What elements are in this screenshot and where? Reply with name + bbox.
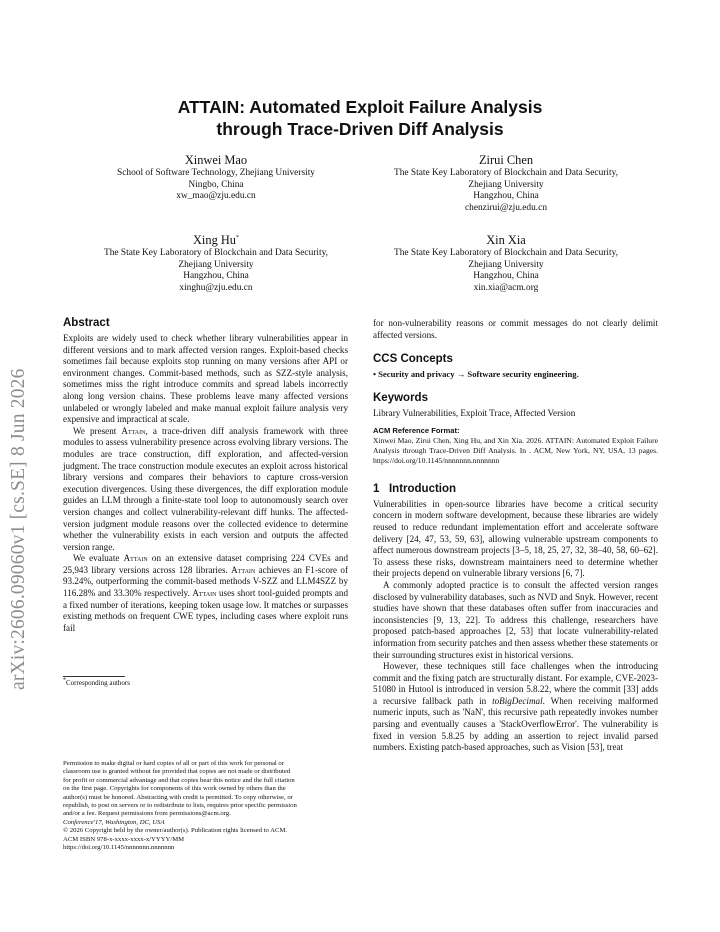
author-email: xinghu@zju.edu.cn xyxy=(179,282,253,293)
text-run: However, these techniques still face challenges when the introducing commit and the fixing patch are structurally distant. For example, CVE-2023-51080 in Hutool is introduced in version 5.8.22, where the commit [33] adds a recursive fallback path in xyxy=(373,661,658,706)
author-email: chenzirui@zju.edu.cn xyxy=(464,202,548,213)
author-email: xw_mao@zju.edu.cn xyxy=(176,191,256,202)
keywords-heading: Keywords xyxy=(373,392,428,405)
title-line-1: ATTAIN: Automated Exploit Failure Analysis xyxy=(177,97,543,117)
arxiv-stamp: arXiv:2606.09060v1 [cs.SE] 8 Jun 2026 xyxy=(8,368,29,690)
text-run: , a trace-driven diff analysis framework with three modules to assess vulnerability presence across evolving library versions. The modules are trace construction, diff exploration, and affected-version judgment. The trace construction module executes an exploit across historical library versions and compares their behaviors to capture cross-version execution divergences. Using these divergences, the diff exploration module guides an LLM through a finite-state tool loop to autonomously search over version changes and collect vulnerability-relevant diff hunks. The affected-version judgment module reasons over the collected evidence to determine whether the vulnerability exists in each version and outputs the affected version range. xyxy=(63,425,348,552)
abstract-paragraph-2 xyxy=(63,426,348,554)
author-location: Hangzhou, China xyxy=(183,271,249,282)
footnote-mark: * xyxy=(63,677,66,684)
permission-line: author(s) must be honored. Abstracting with credit is permitted. To copy otherwise, or xyxy=(63,793,293,801)
footnote-text: Corresponding authors xyxy=(66,679,130,687)
intro-paragraph-2: A commonly adopted practice is to consult the affected version ranges disclosed by vulnerability databases, such as NVD and Snyk. However, recent studies have shown that these databases often suffer from inaccuracies and inconsistencies [9, 13, 22]. To address this challenge, researchers have proposed patch-based approaches [2, 53] that locate vulnerability-related information from security patches and then assess whether these statements or their surrounding structures exist in historical versions. xyxy=(373,579,658,660)
function-name: toBigDecimal xyxy=(492,695,543,706)
author-name-text: Xing Hu xyxy=(192,233,237,247)
author-affiliation: The State Key Laboratory of Blockchain and Data Security, xyxy=(393,168,619,178)
abstract-heading: Abstract xyxy=(63,317,110,329)
author-block-2 xyxy=(366,153,646,214)
acm-reference-text: Xinwei Mao, Zirui Chen, Xing Hu, and Xin Xia. 2026. ATTAIN: Automated Exploit Failure Analysis through Trace-Driven Diff Analysis. In . ACM, New York, NY, USA, 13 pages. https://doi.org/10.1145/nnnnnnn.nnnnnnn xyxy=(373,435,658,465)
author-affiliation: The State Key Laboratory of Blockchain and Data Security, xyxy=(103,248,329,258)
permission-line: for profit or commercial advantage and that copies bear this notice and the full citation xyxy=(63,776,295,784)
author-affiliation-university: Zhejiang University xyxy=(468,179,544,190)
author-affiliation: The State Key Laboratory of Blockchain and Data Security, xyxy=(393,248,619,258)
permission-line: republish, to post on servers or to redistribute to lists, requires prior specific permission xyxy=(63,802,297,810)
copyright-line: © 2026 Copyright held by the owner/author(s). Publication rights licensed to ACM. xyxy=(63,827,288,835)
system-name: Attain xyxy=(121,425,146,436)
acm-reference-heading: ACM Reference Format: xyxy=(373,425,460,435)
conference-line: Conference'17, Washington, DC, USA xyxy=(63,818,165,826)
author-affiliation: School of Software Technology, Zhejiang University xyxy=(117,168,315,178)
ccs-heading: CCS Concepts xyxy=(373,353,453,366)
author-location: Ningbo, China xyxy=(188,179,244,190)
permission-line: on the first page. Copyrights for components of this work owned by others than the xyxy=(63,785,286,793)
title-line-2: through Trace-Driven Diff Analysis xyxy=(216,119,504,139)
isbn-line: ACM ISBN 978-x-xxxx-xxxx-x/YYYY/MM xyxy=(63,835,185,843)
footnote-area xyxy=(63,676,348,688)
system-name: Attain xyxy=(123,553,148,564)
author-affiliation-university: Zhejiang University xyxy=(178,259,254,270)
author-location: Hangzhou, China xyxy=(473,271,539,282)
doi-line: https://doi.org/10.1145/nnnnnnn.nnnnnnn xyxy=(63,844,175,852)
author-email: xin.xia@acm.org xyxy=(473,282,539,293)
author-block-3 xyxy=(76,233,356,294)
text-run: uses short tool-guided prompts and a fixed number of iterations, keeping token usage low. It matches or surpasses existing methods on frequent CWE types, including cases where exploit runs fail xyxy=(63,588,348,633)
corresponding-author-mark: * xyxy=(236,234,240,241)
author-name: Xin Xia xyxy=(486,233,526,247)
keywords-text: Library Vulnerabilities, Exploit Trace, Affected Version xyxy=(373,408,576,419)
author-name: Xinwei Mao xyxy=(184,153,248,167)
text-run: achieves an F1-score of 93.24%, outperforming the commit-based methods V-SZZ and LLM4SZZ by 116.28% and 33.30% respectively. xyxy=(63,564,348,599)
right-column xyxy=(373,318,658,754)
author-affiliation-university: Zhejiang University xyxy=(468,259,544,270)
paper-title xyxy=(90,96,630,140)
author-block-4 xyxy=(366,233,646,294)
intro-paragraph-1: Vulnerabilities in open-source libraries have become a critical security concern in modern software development, because these libraries are widely reused to reduce redundant implementation effort and accelerate software delivery [24, 47, 53, 59, 63], allowing vulnerable upstream components to affect numerous downstream projects [3–5, 18, 25, 27, 32, 38–40, 58, 60–62]. To assess these risks, downstream maintainers need to determine whether their projects depend on vulnerable library versions [6, 7]. xyxy=(373,498,658,579)
permission-block xyxy=(63,760,348,852)
text-run: . When receiving malformed numeric inputs, such as 'NaN', this recursive path repeatedly invokes number parsing and eventually causes a 'StackOverflowError'. The vulnerability is fixed in version 5.8.25 by adding an assertion to reject invalid parsed numbers. Existing patch-based approaches, such as Vision [53], treat xyxy=(373,695,658,753)
author-location: Hangzhou, China xyxy=(473,191,539,202)
permission-line: classroom use is granted without fee provided that copies are not made or distributed xyxy=(63,768,291,776)
ccs-text: • Security and privacy → Software security engineering. xyxy=(373,369,579,380)
permission-line: and/or a fee. Request permissions from permissions@acm.org. xyxy=(63,810,231,818)
footnote-rule xyxy=(63,676,125,677)
text-run: We present xyxy=(73,425,122,436)
text-run: We evaluate xyxy=(73,553,124,564)
intro-paragraph-3 xyxy=(373,661,658,754)
system-name: Attain xyxy=(231,564,256,575)
corresponding-footnote xyxy=(63,679,348,688)
system-name: Attain xyxy=(192,588,217,599)
permission-line: Permission to make digital or hard copies of all or part of this work for personal or xyxy=(63,760,285,767)
left-column xyxy=(63,316,348,634)
author-block-1 xyxy=(86,153,346,203)
author-name: Zirui Chen xyxy=(478,153,534,167)
abstract-paragraph-3 xyxy=(63,553,348,634)
text-run: on an extensive dataset comprising 224 CVEs and 25,943 library versions across 128 libraries. xyxy=(63,553,348,575)
abstract-paragraph-1: Exploits are widely used to check whether library vulnerabilities appear in different versions and to mark affected version ranges. Exploit-based checks sometimes fail because exploits stop running on many versions after API or environment changes. Commit-based methods, such as SZZ-style analysis, sometimes miss the right introduce commits and spread labels incorrectly along long version chains. These problems leave many affected versions unlabeled or wrongly labeled and make manual exploit failure analysis very expensive and impractical at scale. xyxy=(63,333,348,425)
author-name xyxy=(76,233,356,247)
abstract-continuation: for non-vulnerability reasons or commit messages do not clearly delimit affected versions. xyxy=(373,318,658,340)
introduction-heading: 1 Introduction xyxy=(373,482,457,495)
